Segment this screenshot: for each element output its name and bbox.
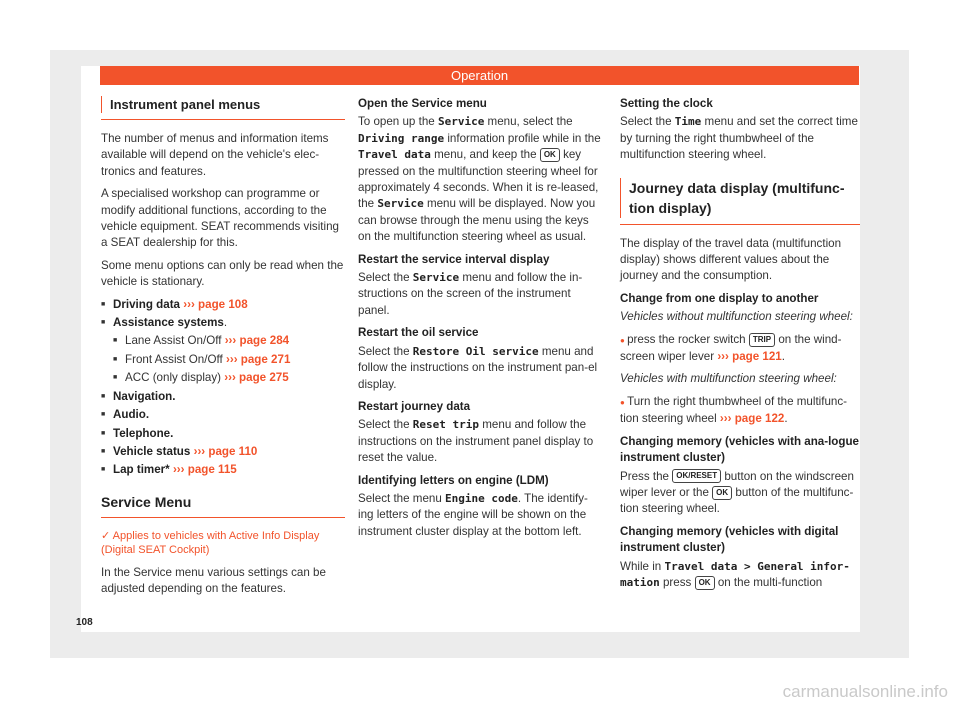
list-item: ■ Front Assist On/Off ››› page 271 <box>101 352 345 368</box>
column-2 <box>358 96 602 546</box>
paragraph: A specialised workshop can programme or modify additional functions, according to the vehicle equipment. SEAT recommends visiting a SEAT dealership for this. <box>101 187 339 250</box>
subheading: Changing memory (vehicles with digital instrument cluster) <box>620 524 839 555</box>
page-link[interactable]: ››› page 271 <box>225 352 291 366</box>
page-number: 108 <box>76 617 93 628</box>
check-icon: ✓ <box>101 529 111 542</box>
paragraph: Select the Service menu and follow the in-structions on the screen of the instrument panel. <box>358 271 583 317</box>
page-link[interactable]: ››› page 284 <box>224 334 290 348</box>
page-link[interactable]: ››› page 110 <box>193 444 258 458</box>
subheading: Open the Service menu <box>358 97 487 110</box>
subheading: Setting the clock <box>620 97 713 110</box>
subheading: Change from one display to another <box>620 291 819 305</box>
ok-key-icon: OK <box>540 148 560 162</box>
list-item: ■ Navigation. <box>101 389 345 405</box>
paragraph: Some menu options can only be read when the vehicle is stationary. <box>101 258 344 289</box>
column-1 <box>101 96 345 604</box>
paragraph: Press the OK/RESET button on the windscreen wiper lever or the OK button of the multifunc-tion steering wheel. <box>620 469 854 516</box>
vehicle-condition: Vehicles without multifunction steering wheel: <box>620 310 853 324</box>
bullet-step: ● Turn the right thumbwheel of the multifunc-tion steering wheel ››› page 122. <box>620 394 860 428</box>
paragraph: Select the menu Engine code. The identify-ing letters of the engine will be shown on the instrument cluster display at the bottom left. <box>358 491 588 538</box>
ok-key-icon: OK <box>695 576 715 590</box>
list-item: ■ Vehicle status ››› page 110 <box>101 444 345 460</box>
page-link[interactable]: ››› page 275 <box>224 371 289 385</box>
list-item: ■ Assistance systems. <box>101 315 345 331</box>
column-3 <box>620 96 860 597</box>
paragraph: The number of menus and information items available will depend on the vehicle's elec-tronics and features. <box>101 132 329 178</box>
paragraph: To open up the Service menu, select the Driving range information profile while in the Travel data menu, and keep the OK key pressed on the multifunction steering wheel for approximately 4 seconds. When it is re-leased, the Service menu will be displayed. Now you can browse through the menu using the keys on the multifunction steering wheel as usual. <box>358 115 601 244</box>
vehicle-condition: Vehicles with multifunction steering wheel: <box>620 372 837 386</box>
list-item: ■ ACC (only display) ››› page 275 <box>101 370 345 386</box>
subheading: Identifying letters on engine (LDM) <box>358 473 549 487</box>
page-link[interactable]: ››› page 115 <box>172 463 237 477</box>
subheading: Changing memory (vehicles with ana-logue instrument cluster) <box>620 434 860 465</box>
list-item: ■ Lane Assist On/Off ››› page 284 <box>101 333 345 349</box>
service-menu-heading: Service Menu <box>101 493 192 510</box>
list-item: ■ Lap timer* ››› page 115 <box>101 462 345 478</box>
paragraph: The display of the travel data (multifunction display) shows different values about the journey and the consumption. <box>620 236 842 283</box>
service-menu-heading-wrap <box>101 493 345 518</box>
trip-key-icon: TRIP <box>749 333 775 347</box>
journey-data-heading-wrap <box>620 178 860 225</box>
list-item: ■ Audio. <box>101 407 345 423</box>
list-item: ■ Driving data ››› page 108 <box>101 297 345 313</box>
instrument-menus-heading-wrap <box>101 96 345 120</box>
ok-key-icon: OK <box>712 486 732 500</box>
subheading: Restart the service interval display <box>358 252 550 266</box>
section-header: Operation <box>100 66 859 85</box>
paragraph: Select the Reset trip menu and follow the instructions on the instrument panel display to reset the value. <box>358 418 594 465</box>
menu-list <box>101 297 345 479</box>
journey-data-heading: Journey data display (multifunc-tion display) <box>620 178 860 218</box>
instrument-menus-heading: Instrument panel menus <box>101 96 345 113</box>
paragraph: In the Service menu various settings can be adjusted depending on the features. <box>101 565 326 596</box>
list-item: ■ Telephone. <box>101 426 345 442</box>
page-link[interactable]: ››› page 121 <box>717 350 782 364</box>
paragraph: Select the Restore Oil service menu and follow the instructions on the instrument pan-el display. <box>358 344 598 391</box>
subheading: Restart journey data <box>358 399 471 413</box>
paragraph: Select the Time menu and set the correct time by turning the right thumbwheel of the multifunction steering wheel. <box>620 115 858 162</box>
page-link[interactable]: ››› page 108 <box>183 297 248 311</box>
watermark: carmanualsonline.info <box>782 682 948 701</box>
applicability-note: ✓ Applies to vehicles with Active Info Display (Digital SEAT Cockpit) <box>101 529 320 556</box>
subheading: Restart the oil service <box>358 326 479 340</box>
ok-reset-key-icon: OK/RESET <box>672 469 721 483</box>
page-link[interactable]: ››› page 122 <box>719 412 785 426</box>
paragraph: While in Travel data > General infor-mation press OK on the multi-function <box>620 559 850 589</box>
bullet-step: ● press the rocker switch TRIP on the wind-screen wiper lever ››› page 121. <box>620 332 860 366</box>
